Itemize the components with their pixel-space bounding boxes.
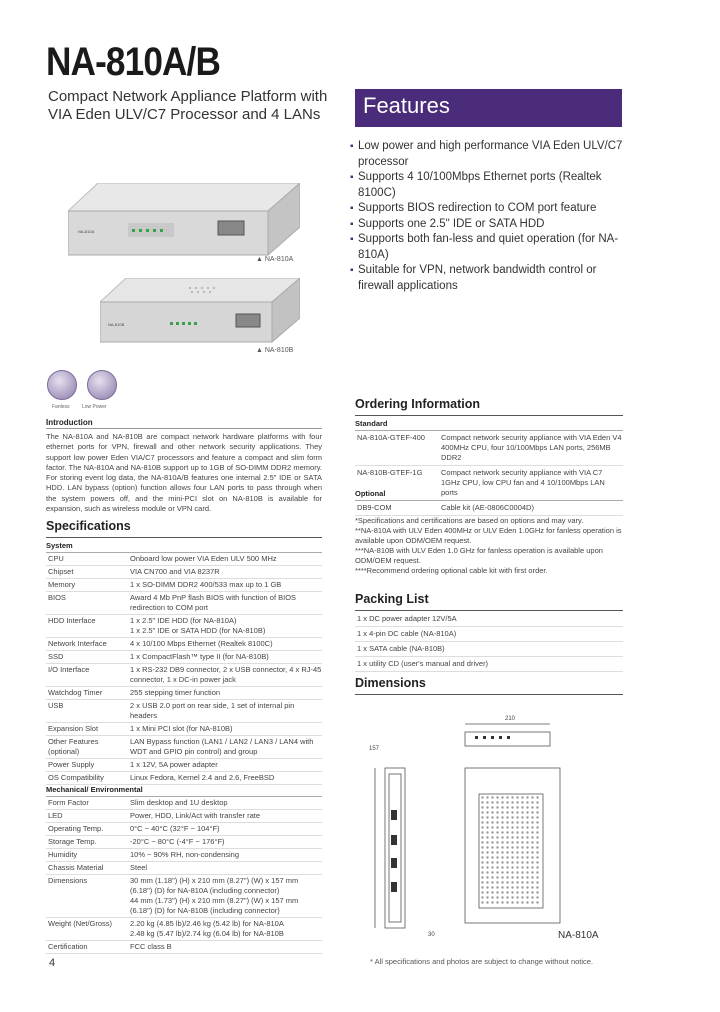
spec-mech-row <box>46 862 322 875</box>
ordering-standard-group: Standard <box>355 418 623 431</box>
spec-system-row <box>46 700 322 723</box>
spec-system-row <box>46 687 322 700</box>
spec-mech-key: Chassis Material <box>48 863 104 872</box>
low-power-icon <box>87 370 117 400</box>
spec-system-row <box>46 723 322 736</box>
introduction-divider <box>46 428 322 429</box>
specifications-divider <box>46 537 322 538</box>
spec-system-value: VIA CN700 and VIA 8237R <box>130 567 220 576</box>
spec-system-row <box>46 736 322 759</box>
ordering-standard-row <box>355 431 623 466</box>
page-title: NA-810A/B <box>46 40 220 84</box>
feature-item: ▪ Supports 4 10/100Mbps Ethernet ports (Realtek 8100C) <box>350 170 630 201</box>
spec-mech-row <box>46 849 322 862</box>
spec-system-value: 1 x 12V, 5A power adapter <box>130 760 218 769</box>
spec-mech-value: 2.20 kg (4.85 lb)/2.46 kg (5.42 lb) for NA-810A 2.48 kg (5.47 lb)/2.74 kg (6.04 lb) for NA-810B <box>130 919 284 938</box>
dimension-model-label: NA-810A <box>558 930 599 941</box>
spec-system-key: Expansion Slot <box>48 724 99 733</box>
spec-system-row <box>46 759 322 772</box>
spec-mech-key: Humidity <box>48 850 78 859</box>
ordering-optional-key: DB9-COM <box>357 503 392 512</box>
ordering-note: *Specifications and certifications are based on options and may vary. <box>355 516 584 525</box>
spec-mech-key: Storage Temp. <box>48 837 97 846</box>
features-heading: Features <box>355 89 622 127</box>
spec-mech-row <box>46 836 322 849</box>
spec-system-value: 4 x 10/100 Mbps Ethernet (Realtek 8100C) <box>130 639 273 648</box>
ordering-standard-value: Compact network security appliance with VIA Eden V4 400MHz CPU, four 10/100Mbps LAN ports, 256MB DDR2 <box>441 433 622 462</box>
spec-system-value: 1 x 2.5" IDE HDD (for NA-810A) 1 x 2.5" IDE or SATA HDD (for NA-810B) <box>130 616 266 635</box>
packing-item: 1 x DC power adapter 12V/5A <box>355 612 623 627</box>
product-image-na810b <box>100 278 300 350</box>
spec-system-key: CPU <box>48 554 64 563</box>
spec-mech-key: Weight (Net/Gross) <box>48 919 113 928</box>
ordering-note: ****Recommend ordering optional cable kit with first order. <box>355 566 548 575</box>
packing-item: 1 x utility CD (user's manual and driver) <box>355 657 623 672</box>
spec-mech-row <box>46 797 322 810</box>
spec-mech-key: Operating Temp. <box>48 824 104 833</box>
caption-na810b: ▲ NA-810B <box>256 347 294 354</box>
spec-system-key: Memory <box>48 580 76 589</box>
features-list <box>350 139 630 294</box>
ordering-standard-key: NA-810B-GTEF-1G <box>357 468 423 477</box>
product-image-na810a <box>68 183 300 263</box>
fanless-label: Fanless <box>52 404 70 410</box>
footnote: * All specifications and photos are subject to change without notice. <box>370 957 594 966</box>
ordering-optional-table <box>355 488 623 516</box>
packing-heading: Packing List <box>355 592 429 606</box>
spec-mech-row <box>46 918 322 941</box>
dim-depth-label: 157 <box>369 746 380 752</box>
spec-system-row <box>46 651 322 664</box>
ordering-notes <box>355 516 623 576</box>
spec-system-key: USB <box>48 701 64 710</box>
spec-system-value: 1 x Mini PCI slot (for NA-810B) <box>130 724 233 733</box>
ordering-optional-value: Cable kit (AE-0806C0004D) <box>441 503 534 512</box>
spec-system-row <box>46 592 322 615</box>
badge-row <box>47 370 117 400</box>
spec-system-key: HDD Interface <box>48 616 96 625</box>
spec-system-key: SSD <box>48 652 64 661</box>
spec-mech-table <box>46 784 322 954</box>
ordering-standard-value: Compact network security appliance with VIA C7 1GHz CPU, low CPU fan and 4 10/100Mbps LAN ports <box>441 468 605 497</box>
spec-mech-group: Mechanical/ Environmental <box>46 784 322 797</box>
spec-system-key: OS Compatibility <box>48 773 104 782</box>
spec-system-value: 1 x CompactFlash™ type II (for NA-810B) <box>130 652 269 661</box>
introduction-text: The NA-810A and NA-810B are compact network hardware platforms with four ethernet ports for VPN, firewall and other network security applications. They support low power Eden VIA/C7 processors and feature a compact and slim form factor. The NA-810A and NA-810B support up to 1GB of SO-DIMM DDR2 memory. For storing event log data, the NA-810A/B features one internal 2.5" IDE or SATA HDD. LAN bypass (option) function allows four LAN ports to pass through when the system powers off, and the mini-PCI slot on NA-810B is available for expansion, such as wireless module or VPN card. <box>46 432 322 514</box>
low-power-label: Low Power <box>82 404 107 410</box>
spec-mech-value: FCC class B <box>130 942 172 951</box>
spec-system-table <box>46 540 322 785</box>
na810a-front-label: NA-810A <box>78 229 95 234</box>
spec-system-row <box>46 615 322 638</box>
packing-divider <box>355 610 623 611</box>
spec-mech-value: 10% ~ 90% RH, non-condensing <box>130 850 240 859</box>
spec-system-key: Watchdog Timer <box>48 688 103 697</box>
spec-system-key: Chipset <box>48 567 74 576</box>
dimensions-heading: Dimensions <box>355 676 426 690</box>
dimensions-divider <box>355 694 623 695</box>
spec-system-key: Power Supply <box>48 760 95 769</box>
spec-system-value: 2 x USB 2.0 port on rear side, 1 set of internal pin headers <box>130 701 295 720</box>
spec-mech-value: 0°C ~ 40°C (32°F ~ 104°F) <box>130 824 220 833</box>
page-number: 4 <box>49 957 56 969</box>
dim-height-label: 30 <box>428 932 435 938</box>
ordering-optional-row <box>355 501 623 516</box>
spec-system-value: LAN Bypass function (LAN1 / LAN2 / LAN3 / LAN4 with WDT and GPIO pin control) and group <box>130 737 314 756</box>
ordering-standard-key: NA-810A-GTEF-400 <box>357 433 425 442</box>
spec-system-row <box>46 579 322 592</box>
spec-mech-value: Slim desktop and 1U desktop <box>130 798 228 807</box>
ordering-heading: Ordering Information <box>355 397 480 411</box>
spec-mech-key: LED <box>48 811 63 820</box>
ordering-optional-group: Optional <box>355 488 623 501</box>
spec-system-value: 1 x SO-DIMM DDR2 400/533 max up to 1 GB <box>130 580 282 589</box>
spec-system-value: 1 x RS-232 DB9 connector, 2 x USB connector, 4 x RJ-45 connector, 1 x DC-in power jack <box>130 665 322 684</box>
spec-system-value: Onboard low power VIA Eden ULV 500 MHz <box>130 554 277 563</box>
feature-item: ▪ Low power and high performance VIA Eden ULV/C7 processor <box>350 139 630 170</box>
spec-mech-key: Dimensions <box>48 876 88 885</box>
spec-system-row <box>46 664 322 687</box>
spec-system-value: Linux Fedora, Kernel 2.4 and 2.6, FreeBSD <box>130 773 275 782</box>
spec-system-group: System <box>46 540 322 553</box>
dimension-drawing <box>355 710 623 940</box>
spec-mech-value: Steel <box>130 863 148 872</box>
packing-list <box>355 612 623 672</box>
feature-item: ▪ Supports BIOS redirection to COM port feature <box>350 201 630 217</box>
na810b-front-label: NA-810B <box>108 322 125 327</box>
feature-item: ▪ Supports one 2.5" IDE or SATA HDD <box>350 217 630 233</box>
caption-na810a: ▲ NA-810A <box>256 256 294 263</box>
spec-mech-key: Form Factor <box>48 798 89 807</box>
spec-mech-row <box>46 941 322 954</box>
spec-mech-key: Certification <box>48 942 88 951</box>
spec-mech-value: Power, HDD, Link/Act with transfer rate <box>130 811 261 820</box>
packing-item: 1 x 4-pin DC cable (NA-810A) <box>355 627 623 642</box>
introduction-heading: Introduction <box>46 418 93 427</box>
page-subtitle: Compact Network Appliance Platform with VIA Eden ULV/C7 Processor and 4 LANs <box>48 88 328 123</box>
ordering-note: **NA-810A with ULV Eden 400MHz or ULV Eden 1.0GHz for fanless operation is available upon ODM/OEM request. <box>355 526 622 545</box>
fanless-icon <box>47 370 77 400</box>
specifications-heading: Specifications <box>46 519 131 533</box>
spec-system-row <box>46 566 322 579</box>
spec-system-row <box>46 553 322 566</box>
spec-mech-row <box>46 810 322 823</box>
ordering-divider <box>355 415 623 416</box>
packing-item: 1 x SATA cable (NA-810B) <box>355 642 623 657</box>
ordering-note: ***NA-810B with ULV Eden 1.0 GHz for fanless operation is available upon ODM/OEM request. <box>355 546 603 565</box>
spec-system-key: I/O Interface <box>48 665 90 674</box>
feature-item: ▪ Suitable for VPN, network bandwidth control or firewall applications <box>350 263 630 294</box>
spec-system-key: BIOS <box>48 593 66 602</box>
spec-system-row <box>46 638 322 651</box>
spec-mech-value: 30 mm (1.18") (H) x 210 mm (8.27") (W) x 157 mm (6.18") (D) for NA-810A (including connector) 44 mm (1.73") (H) x 210 mm (8.27") (W) x 157 mm (6.18") (D) for NA-810B (including connector) <box>130 876 299 915</box>
spec-mech-value: -20°C ~ 80°C (-4°F ~ 176°F) <box>130 837 225 846</box>
spec-system-key: Other Features (optional) <box>48 737 99 756</box>
feature-item: ▪ Supports both fan-less and quiet operation (for NA-810A) <box>350 232 630 263</box>
spec-mech-row <box>46 823 322 836</box>
spec-system-key: Network Interface <box>48 639 107 648</box>
spec-mech-row <box>46 875 322 918</box>
spec-system-value: Award 4 Mb PnP flash BIOS with function of BIOS redirection to COM port <box>130 593 297 612</box>
dim-width-label: 210 <box>505 716 516 722</box>
spec-system-value: 255 stepping timer function <box>130 688 221 697</box>
